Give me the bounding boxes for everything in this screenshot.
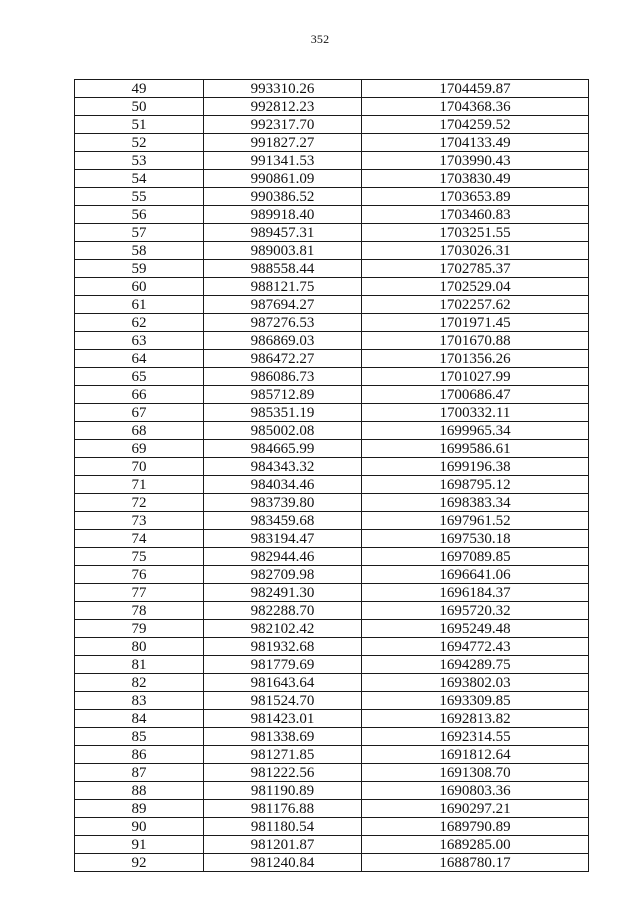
point-number-cell: 59 <box>75 260 204 278</box>
x-coordinate-cell: 981201.87 <box>204 836 362 854</box>
y-coordinate-cell: 1703653.89 <box>362 188 589 206</box>
y-coordinate-cell: 1701027.99 <box>362 368 589 386</box>
x-coordinate-cell: 982102.42 <box>204 620 362 638</box>
point-number-cell: 84 <box>75 710 204 728</box>
y-coordinate-cell: 1702529.04 <box>362 278 589 296</box>
x-coordinate-cell: 992812.23 <box>204 98 362 116</box>
table-row <box>75 836 589 854</box>
x-coordinate-cell: 981643.64 <box>204 674 362 692</box>
point-number-cell: 86 <box>75 746 204 764</box>
table-row <box>75 368 589 386</box>
point-number-cell: 68 <box>75 422 204 440</box>
y-coordinate-cell: 1704459.87 <box>362 80 589 98</box>
table-row <box>75 584 589 602</box>
y-coordinate-cell: 1704368.36 <box>362 98 589 116</box>
point-number-cell: 60 <box>75 278 204 296</box>
x-coordinate-cell: 982944.46 <box>204 548 362 566</box>
point-number-cell: 74 <box>75 530 204 548</box>
y-coordinate-cell: 1703026.31 <box>362 242 589 260</box>
x-coordinate-cell: 985712.89 <box>204 386 362 404</box>
x-coordinate-cell: 990386.52 <box>204 188 362 206</box>
point-number-cell: 57 <box>75 224 204 242</box>
table-row <box>75 638 589 656</box>
table-row <box>75 188 589 206</box>
y-coordinate-cell: 1703251.55 <box>362 224 589 242</box>
point-number-cell: 53 <box>75 152 204 170</box>
page-number: 352 <box>310 32 330 46</box>
y-coordinate-cell: 1696641.06 <box>362 566 589 584</box>
table-row <box>75 170 589 188</box>
x-coordinate-cell: 992317.70 <box>204 116 362 134</box>
table-row <box>75 80 589 98</box>
x-coordinate-cell: 985351.19 <box>204 404 362 422</box>
x-coordinate-cell: 989003.81 <box>204 242 362 260</box>
y-coordinate-cell: 1695249.48 <box>362 620 589 638</box>
point-number-cell: 92 <box>75 854 204 872</box>
table-row <box>75 260 589 278</box>
y-coordinate-cell: 1702785.37 <box>362 260 589 278</box>
table-row <box>75 530 589 548</box>
x-coordinate-cell: 981240.84 <box>204 854 362 872</box>
y-coordinate-cell: 1690297.21 <box>362 800 589 818</box>
point-number-cell: 51 <box>75 116 204 134</box>
x-coordinate-cell: 987276.53 <box>204 314 362 332</box>
y-coordinate-cell: 1700686.47 <box>362 386 589 404</box>
y-coordinate-cell: 1693802.03 <box>362 674 589 692</box>
x-coordinate-cell: 982709.98 <box>204 566 362 584</box>
table-row <box>75 206 589 224</box>
y-coordinate-cell: 1698383.34 <box>362 494 589 512</box>
y-coordinate-cell: 1703830.49 <box>362 170 589 188</box>
point-number-cell: 55 <box>75 188 204 206</box>
point-number-cell: 64 <box>75 350 204 368</box>
point-number-cell: 85 <box>75 728 204 746</box>
point-number-cell: 61 <box>75 296 204 314</box>
table-row <box>75 710 589 728</box>
point-number-cell: 75 <box>75 548 204 566</box>
x-coordinate-cell: 981190.89 <box>204 782 362 800</box>
table-row <box>75 296 589 314</box>
y-coordinate-cell: 1704259.52 <box>362 116 589 134</box>
y-coordinate-cell: 1692314.55 <box>362 728 589 746</box>
point-number-cell: 89 <box>75 800 204 818</box>
y-coordinate-cell: 1697530.18 <box>362 530 589 548</box>
y-coordinate-cell: 1691812.64 <box>362 746 589 764</box>
table-row <box>75 764 589 782</box>
x-coordinate-cell: 981932.68 <box>204 638 362 656</box>
table-row <box>75 656 589 674</box>
table-row <box>75 818 589 836</box>
table-row <box>75 512 589 530</box>
coordinates-table-body <box>75 80 589 872</box>
table-row <box>75 386 589 404</box>
table-row <box>75 566 589 584</box>
y-coordinate-cell: 1693309.85 <box>362 692 589 710</box>
y-coordinate-cell: 1698795.12 <box>362 476 589 494</box>
point-number-cell: 67 <box>75 404 204 422</box>
y-coordinate-cell: 1691308.70 <box>362 764 589 782</box>
table-row <box>75 692 589 710</box>
x-coordinate-cell: 984665.99 <box>204 440 362 458</box>
x-coordinate-cell: 981222.56 <box>204 764 362 782</box>
point-number-cell: 63 <box>75 332 204 350</box>
table-row <box>75 854 589 872</box>
y-coordinate-cell: 1699965.34 <box>362 422 589 440</box>
x-coordinate-cell: 981176.88 <box>204 800 362 818</box>
point-number-cell: 70 <box>75 458 204 476</box>
y-coordinate-cell: 1689285.00 <box>362 836 589 854</box>
table-row <box>75 620 589 638</box>
point-number-cell: 82 <box>75 674 204 692</box>
point-number-cell: 76 <box>75 566 204 584</box>
x-coordinate-cell: 985002.08 <box>204 422 362 440</box>
x-coordinate-cell: 982288.70 <box>204 602 362 620</box>
x-coordinate-cell: 984343.32 <box>204 458 362 476</box>
y-coordinate-cell: 1689790.89 <box>362 818 589 836</box>
y-coordinate-cell: 1697961.52 <box>362 512 589 530</box>
point-number-cell: 88 <box>75 782 204 800</box>
table-row <box>75 476 589 494</box>
x-coordinate-cell: 986472.27 <box>204 350 362 368</box>
point-number-cell: 73 <box>75 512 204 530</box>
point-number-cell: 62 <box>75 314 204 332</box>
point-number-cell: 71 <box>75 476 204 494</box>
y-coordinate-cell: 1699196.38 <box>362 458 589 476</box>
table-row <box>75 224 589 242</box>
y-coordinate-cell: 1700332.11 <box>362 404 589 422</box>
point-number-cell: 79 <box>75 620 204 638</box>
point-number-cell: 52 <box>75 134 204 152</box>
x-coordinate-cell: 981524.70 <box>204 692 362 710</box>
x-coordinate-cell: 981338.69 <box>204 728 362 746</box>
y-coordinate-cell: 1695720.32 <box>362 602 589 620</box>
table-row <box>75 116 589 134</box>
y-coordinate-cell: 1692813.82 <box>362 710 589 728</box>
x-coordinate-cell: 993310.26 <box>204 80 362 98</box>
y-coordinate-cell: 1703990.43 <box>362 152 589 170</box>
x-coordinate-cell: 989457.31 <box>204 224 362 242</box>
y-coordinate-cell: 1701971.45 <box>362 314 589 332</box>
table-row <box>75 746 589 764</box>
y-coordinate-cell: 1704133.49 <box>362 134 589 152</box>
point-number-cell: 90 <box>75 818 204 836</box>
y-coordinate-cell: 1701356.26 <box>362 350 589 368</box>
point-number-cell: 87 <box>75 764 204 782</box>
x-coordinate-cell: 986086.73 <box>204 368 362 386</box>
x-coordinate-cell: 984034.46 <box>204 476 362 494</box>
y-coordinate-cell: 1690803.36 <box>362 782 589 800</box>
x-coordinate-cell: 990861.09 <box>204 170 362 188</box>
point-number-cell: 54 <box>75 170 204 188</box>
point-number-cell: 65 <box>75 368 204 386</box>
table-row <box>75 422 589 440</box>
point-number-cell: 69 <box>75 440 204 458</box>
table-row <box>75 800 589 818</box>
table-row <box>75 440 589 458</box>
point-number-cell: 49 <box>75 80 204 98</box>
point-number-cell: 56 <box>75 206 204 224</box>
x-coordinate-cell: 981180.54 <box>204 818 362 836</box>
table-row <box>75 152 589 170</box>
point-number-cell: 50 <box>75 98 204 116</box>
point-number-cell: 81 <box>75 656 204 674</box>
table-row <box>75 350 589 368</box>
y-coordinate-cell: 1688780.17 <box>362 854 589 872</box>
table-row <box>75 602 589 620</box>
x-coordinate-cell: 989918.40 <box>204 206 362 224</box>
x-coordinate-cell: 991341.53 <box>204 152 362 170</box>
table-row <box>75 548 589 566</box>
x-coordinate-cell: 987694.27 <box>204 296 362 314</box>
x-coordinate-cell: 991827.27 <box>204 134 362 152</box>
table-row <box>75 404 589 422</box>
y-coordinate-cell: 1694772.43 <box>362 638 589 656</box>
table-row <box>75 134 589 152</box>
table-row <box>75 494 589 512</box>
x-coordinate-cell: 983459.68 <box>204 512 362 530</box>
table-row <box>75 98 589 116</box>
table-row <box>75 674 589 692</box>
point-number-cell: 83 <box>75 692 204 710</box>
y-coordinate-cell: 1696184.37 <box>362 584 589 602</box>
y-coordinate-cell: 1699586.61 <box>362 440 589 458</box>
y-coordinate-cell: 1701670.88 <box>362 332 589 350</box>
table-row <box>75 278 589 296</box>
point-number-cell: 66 <box>75 386 204 404</box>
point-number-cell: 78 <box>75 602 204 620</box>
point-number-cell: 58 <box>75 242 204 260</box>
point-number-cell: 91 <box>75 836 204 854</box>
table-row <box>75 332 589 350</box>
x-coordinate-cell: 983194.47 <box>204 530 362 548</box>
x-coordinate-cell: 986869.03 <box>204 332 362 350</box>
y-coordinate-cell: 1703460.83 <box>362 206 589 224</box>
point-number-cell: 72 <box>75 494 204 512</box>
table-row <box>75 242 589 260</box>
x-coordinate-cell: 988558.44 <box>204 260 362 278</box>
table-row <box>75 728 589 746</box>
y-coordinate-cell: 1697089.85 <box>362 548 589 566</box>
table-row <box>75 314 589 332</box>
x-coordinate-cell: 981423.01 <box>204 710 362 728</box>
x-coordinate-cell: 982491.30 <box>204 584 362 602</box>
point-number-cell: 80 <box>75 638 204 656</box>
y-coordinate-cell: 1702257.62 <box>362 296 589 314</box>
y-coordinate-cell: 1694289.75 <box>362 656 589 674</box>
table-row <box>75 458 589 476</box>
x-coordinate-cell: 983739.80 <box>204 494 362 512</box>
table-row <box>75 782 589 800</box>
x-coordinate-cell: 981779.69 <box>204 656 362 674</box>
x-coordinate-cell: 988121.75 <box>204 278 362 296</box>
point-number-cell: 77 <box>75 584 204 602</box>
x-coordinate-cell: 981271.85 <box>204 746 362 764</box>
coordinates-table <box>74 79 589 872</box>
